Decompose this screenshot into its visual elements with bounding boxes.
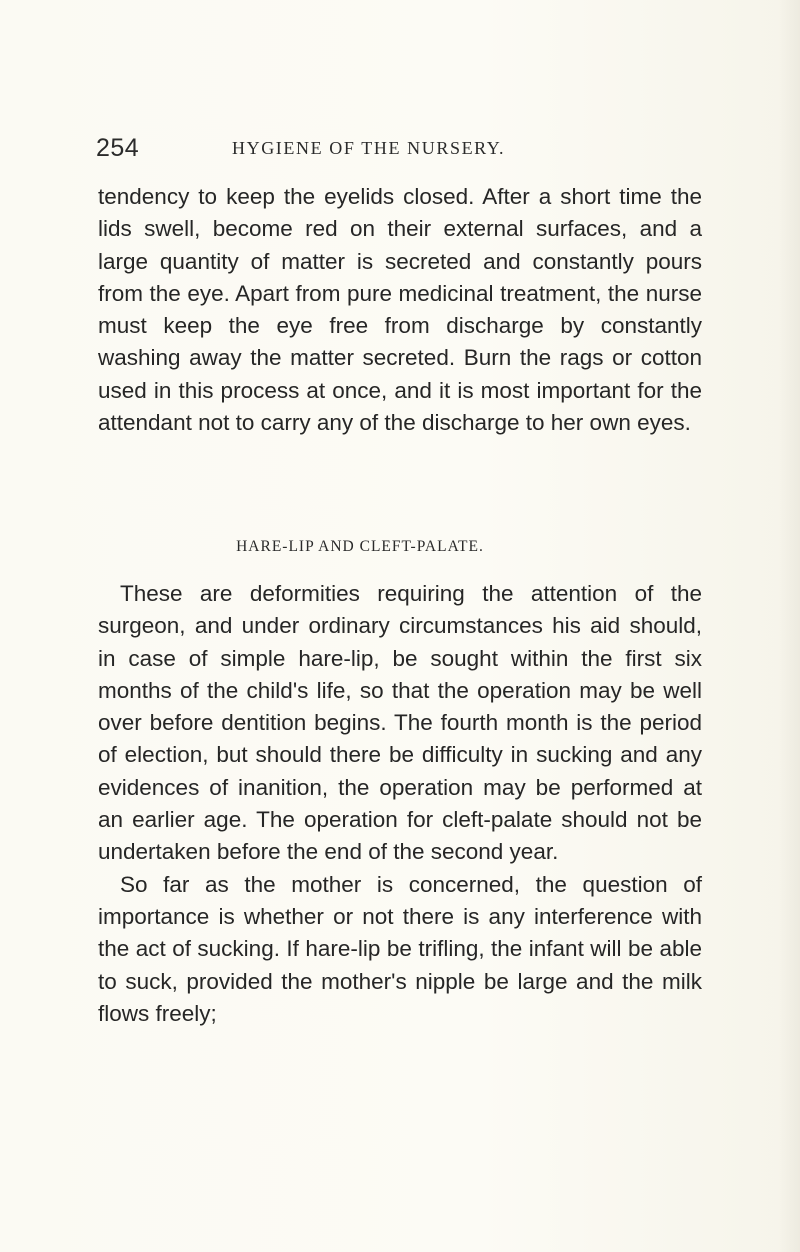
- running-head: [96, 133, 702, 163]
- paragraph-mother-concern: So far as the mother is concerned, the question of importance is whether or not there is any interference with the act of sucking. If hare-lip be trifling, the infant will be able to suck, provided the mother's nipple be large and the milk flows freely;: [98, 871, 702, 1026]
- section-heading: [0, 538, 800, 556]
- paragraph-eye-discharge: tendency to keep the eyelids closed. After a short time the lids swell, become red on their external surfaces, and a large quantity of matter is secreted and constantly pours from the eye. Apart from pure medicinal treatment, the nurse must keep the eye free from discharge by constantly washing away the matter secreted. Burn the rags or cotton used in this process at once, and it is most important for the attendant not to carry any of the discharge to her own eyes.: [98, 184, 702, 436]
- page-edge-shadow: [778, 0, 800, 1252]
- paragraph-deformities: These are deformities requiring the attention of the surgeon, and under ordinary circumstances his aid should, in case of simple hare-lip, be sought within the first six months of the child's life, so that the operation may be well over before dentition begins. The fourth month is the period of election, but should there be difficulty in sucking and any evidences of inanition, the operation may be performed at an earlier age. The operation for cleft-palate should not be undertaken before the end of the second year.: [98, 581, 702, 865]
- page-number: 254: [96, 134, 140, 162]
- text-block-section: [98, 578, 702, 1030]
- running-title: HYGIENE OF THE NURSERY.: [232, 138, 506, 158]
- text-block-top: [98, 181, 702, 439]
- section-heading-text: HARE-LIP AND CLEFT-PALATE.: [236, 538, 484, 555]
